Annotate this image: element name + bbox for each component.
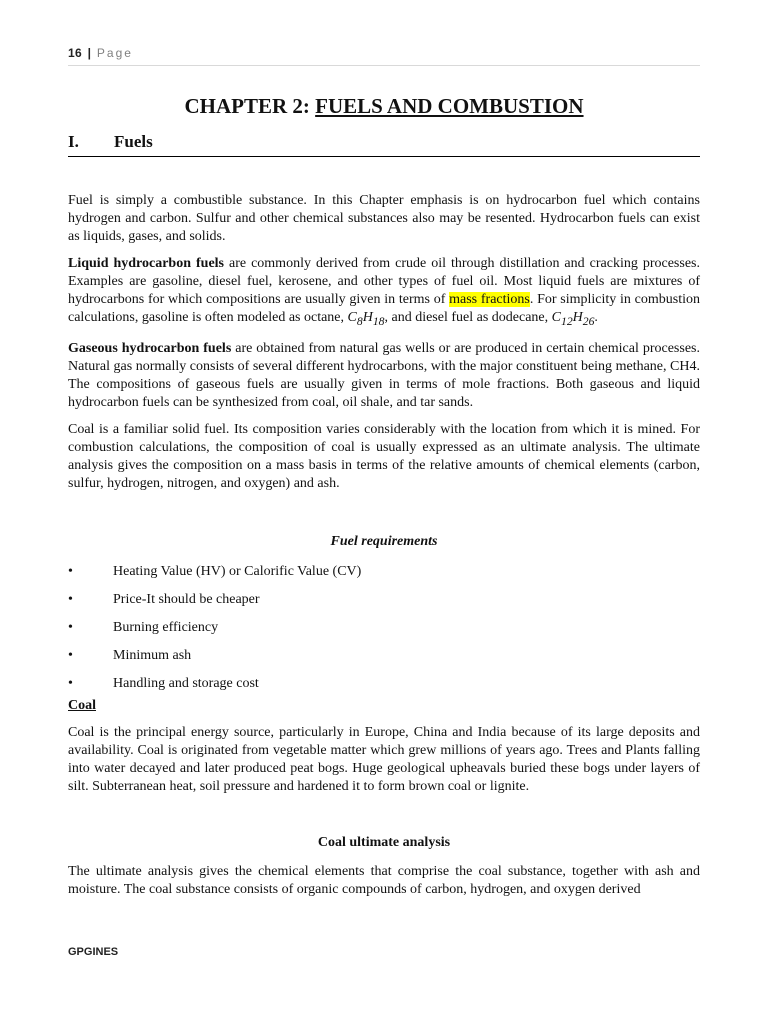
chapter-title-underlined: FUELS AND COMBUSTION	[315, 94, 584, 118]
formula-dodecane: $C_{12}H_{26}$	[551, 310, 595, 328]
bullet-icon: •	[68, 591, 73, 607]
paragraph-coal-solid: Coal is a familiar solid fuel. Its composition varies considerably with the location from which it is mined. For combustion calculations, the composition of coal is usually expressed as an ultimate analysis. The ultimate analysis gives the composition on a mass basis in terms of the relative amounts of chemical elements (carbon, sulfur, hydrogen, nitrogen, and oxygen) and ash.	[68, 421, 700, 491]
coal-ultimate-analysis-heading: Coal ultimate analysis	[317, 834, 451, 850]
list-item-text: Minimum ash	[113, 647, 192, 663]
page-header	[68, 46, 133, 60]
formula-octane: $C_8H_{18}$	[347, 310, 385, 328]
bullet-icon: •	[68, 619, 73, 635]
liquid-text-a: are commonly derived from crude oil through distillation and cracking processes. Examples are gasoline, diesel fuel, kerosene, and other types of fuel oil. Most liquid fuels are mixtures of hydrocarbons for which compositions are usually given in terms of	[68, 256, 700, 307]
list-item-text: Heating Value (HV) or Calorific Value (CV)	[113, 563, 362, 579]
page-word: Page	[96, 46, 133, 60]
bullet-icon: •	[68, 675, 73, 691]
paragraph-ultimate-analysis: The ultimate analysis gives the chemical elements that comprise the coal substance, together with ash and moisture. The coal substance consists of organic compounds of carbon, hydrogen, and oxygen derived	[68, 863, 700, 897]
list-item	[68, 647, 700, 675]
liquid-text-d: .	[594, 310, 598, 325]
list-item	[68, 563, 700, 591]
list-item-text: Price-It should be cheaper	[113, 591, 260, 607]
paragraph-coal: Coal is the principal energy source, particularly in Europe, China and India because of its large deposits and availability. Coal is originated from vegetable matter which grew millions of years ago. Trees and Plants falling into water decayed and later produced peat bogs. Huge geological upheavals buried these bogs under layers of silt. Subterranean heat, soil pressure and hardened it to form brown coal or lignite.	[68, 724, 700, 794]
gaseous-text: are obtained from natural gas wells or are produced in certain chemical processes. Natural gas normally consists of several different hydrocarbons, with the major constituent being methane, CH4. The compositions of gaseous fuels are usually given in terms of mole fractions. Both gaseous and liquid hydrocarbon fuels can be synthesized from coal, oil shale, and tar sands.	[68, 340, 700, 410]
gaseous-fuels-term: Gaseous hydrocarbon fuels	[68, 340, 232, 356]
header-rule	[68, 65, 700, 66]
fuel-requirements-list	[68, 563, 700, 697]
paragraph-gaseous-fuels	[68, 340, 700, 412]
body-text	[68, 192, 700, 908]
list-item-text: Handling and storage cost	[113, 675, 259, 691]
chapter-title-prefix: CHAPTER 2:	[184, 94, 316, 118]
page-footer: GPGINES	[68, 946, 119, 958]
list-item	[68, 591, 700, 619]
section-title: Fuels	[114, 132, 153, 151]
liquid-fuels-term: Liquid hydrocarbon fuels	[68, 256, 224, 271]
paragraph-intro: Fuel is simply a combustible substance. In this Chapter emphasis is on hydrocarbon fuel which contains hydrogen and carbon. Sulfur and other chemical substances also may be resented. Hydrocarbon fuels can exist as liquids, gases, and solids.	[68, 193, 700, 244]
section-numeral: I.	[68, 132, 79, 151]
list-item	[68, 619, 700, 647]
chapter-title	[68, 94, 700, 119]
bullet-icon: •	[68, 563, 73, 579]
liquid-text-b: . For simplicity in combustion calculations, gasoline is often modeled as octane,	[68, 292, 700, 325]
section-heading	[68, 132, 700, 157]
coal-heading: Coal	[68, 697, 96, 713]
liquid-text-c: , and diesel fuel as dodecane,	[384, 310, 552, 325]
list-item	[68, 675, 700, 697]
highlight-mass-fractions: mass fractions	[449, 292, 530, 307]
bullet-icon: •	[68, 647, 73, 663]
header-separator: |	[87, 46, 92, 60]
list-item-text: Burning efficiency	[113, 619, 219, 635]
fuel-requirements-heading: Fuel requirements	[330, 533, 438, 549]
paragraph-liquid-fuels	[68, 255, 700, 331]
page-number: 16	[68, 46, 82, 60]
